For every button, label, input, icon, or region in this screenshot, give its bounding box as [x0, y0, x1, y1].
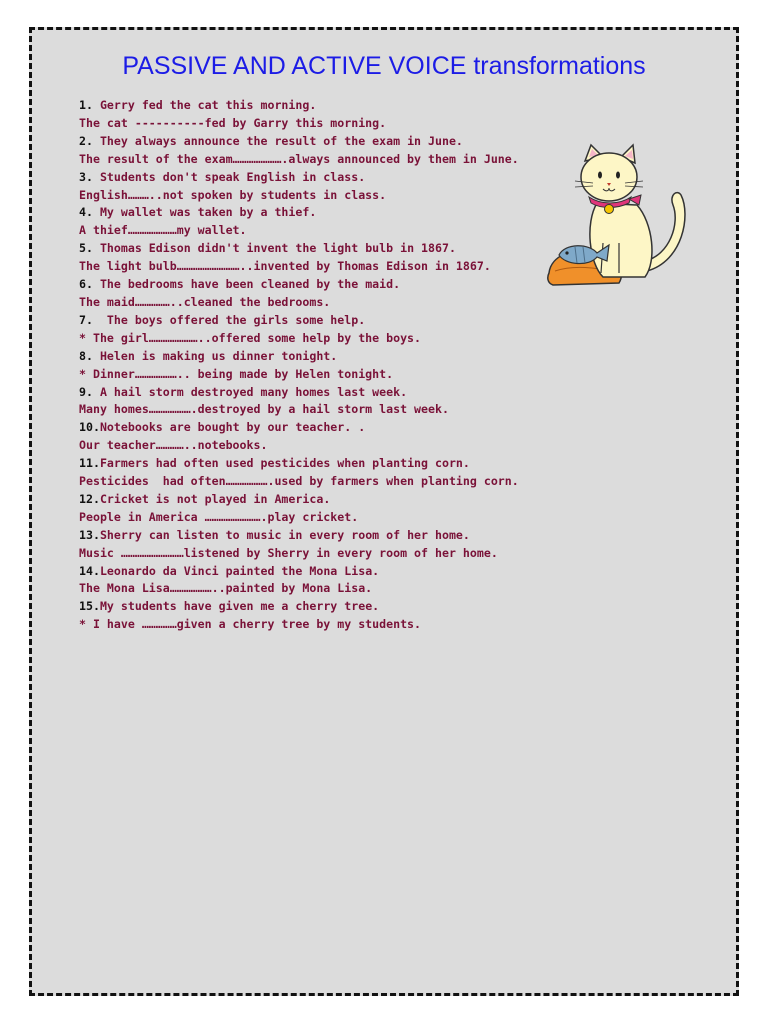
transformation-line: Pesticides had often……………….used by farmers when planting corn.: [79, 474, 519, 489]
transformation-line: English………..not spoken by students in class.: [79, 187, 387, 202]
transformation-line: A thief…………………my wallet.: [79, 223, 247, 238]
exercise-item: [79, 384, 679, 420]
item-number: 13.: [79, 527, 100, 542]
exercise-item: [79, 563, 679, 599]
exercise-item: [79, 491, 679, 527]
active-sentence: [79, 419, 679, 437]
item-number: 9.: [79, 384, 93, 399]
item-number: 1.: [79, 98, 93, 112]
transformation-line: * The girl…………………..offered some help by the boys.: [79, 330, 422, 345]
sentence-text: Sherry can listen to music in every room of her home.: [99, 527, 470, 542]
sentence-text: Leonardo da Vinci painted the Mona Lisa.: [99, 563, 380, 578]
exercise-item: [79, 455, 679, 491]
item-number: 14.: [79, 563, 100, 578]
active-sentence: [79, 527, 679, 545]
active-sentence: [79, 455, 679, 473]
transformation-line: * I have ……………given a cherry tree by my students.: [79, 617, 422, 632]
sentence-text: Farmers had often used pesticides when planting corn.: [99, 456, 470, 471]
active-sentence: [79, 563, 679, 581]
item-number: 5.: [79, 241, 93, 256]
transformation-line: The Mona Lisa………………..painted by Mona Lisa.: [79, 581, 373, 596]
transformation-line: * Dinner……………….. being made by Helen tonight.: [79, 366, 394, 381]
exercise-item: [79, 527, 679, 563]
item-number: 10.: [79, 420, 100, 435]
sentence-text: A hail storm destroyed many homes last week.: [92, 384, 408, 399]
transformation-line: Our teacher…………..notebooks.: [79, 438, 268, 453]
worksheet: [29, 27, 739, 996]
item-number: 6.: [79, 277, 93, 292]
transformation-line: Music ………………………listened by Sherry in every room of her home.: [79, 545, 498, 560]
sentence-text: The bedrooms have been cleaned by the maid.: [92, 277, 401, 292]
active-sentence: [79, 491, 679, 509]
exercise-item: [79, 419, 679, 455]
transformation-line: Many homes……………….destroyed by a hail storm last week.: [79, 402, 449, 417]
sentence-text: Gerry fed the cat this morning.: [92, 98, 317, 112]
active-sentence: [79, 598, 679, 616]
item-number: 2.: [79, 133, 93, 148]
sentence-text: Students don't speak English in class.: [92, 169, 366, 184]
item-number: 7.: [79, 312, 93, 327]
transformation-line: The result of the exam………………….always announced by them in June.: [79, 151, 519, 166]
active-sentence: [79, 312, 679, 330]
item-number: 8.: [79, 348, 93, 363]
sentence-text: Notebooks are bought by our teacher. .: [99, 420, 366, 435]
active-sentence: [79, 348, 679, 366]
sentence-text: The boys offered the girls some help.: [92, 312, 366, 327]
sentence-text: Cricket is not played in America.: [99, 491, 331, 506]
transformation-line: People in America …………………….play cricket.: [79, 509, 359, 524]
active-sentence: [79, 97, 679, 115]
sentence-text: Helen is making us dinner tonight.: [92, 348, 338, 363]
item-number: 4.: [79, 205, 93, 220]
exercise-item: [79, 97, 679, 133]
active-sentence: [79, 384, 679, 402]
item-number: 11.: [79, 456, 100, 471]
exercise-item: [79, 348, 679, 384]
worksheet-title: PASSIVE AND ACTIVE VOICE transformations: [122, 52, 646, 80]
sentence-text: My wallet was taken by a thief.: [92, 205, 317, 220]
item-number: 15.: [79, 599, 100, 614]
item-number: 12.: [79, 491, 100, 506]
transformation-line: The cat ----------fed by Garry this morning.: [79, 115, 387, 130]
sentence-text: Thomas Edison didn't invent the light bulb in 1867.: [92, 241, 456, 256]
transformation-line: The light bulb………………………..invented by Thomas Edison in 1867.: [79, 259, 491, 274]
sentence-text: They always announce the result of the exam in June.: [92, 133, 463, 148]
exercise-item: [79, 312, 679, 348]
sentence-text: My students have given me a cherry tree.: [99, 599, 380, 614]
exercise-item: [79, 598, 679, 634]
transformation-line: The maid……………..cleaned the bedrooms.: [79, 294, 331, 309]
cat-icon: [545, 143, 695, 288]
item-number: 3.: [79, 169, 93, 184]
